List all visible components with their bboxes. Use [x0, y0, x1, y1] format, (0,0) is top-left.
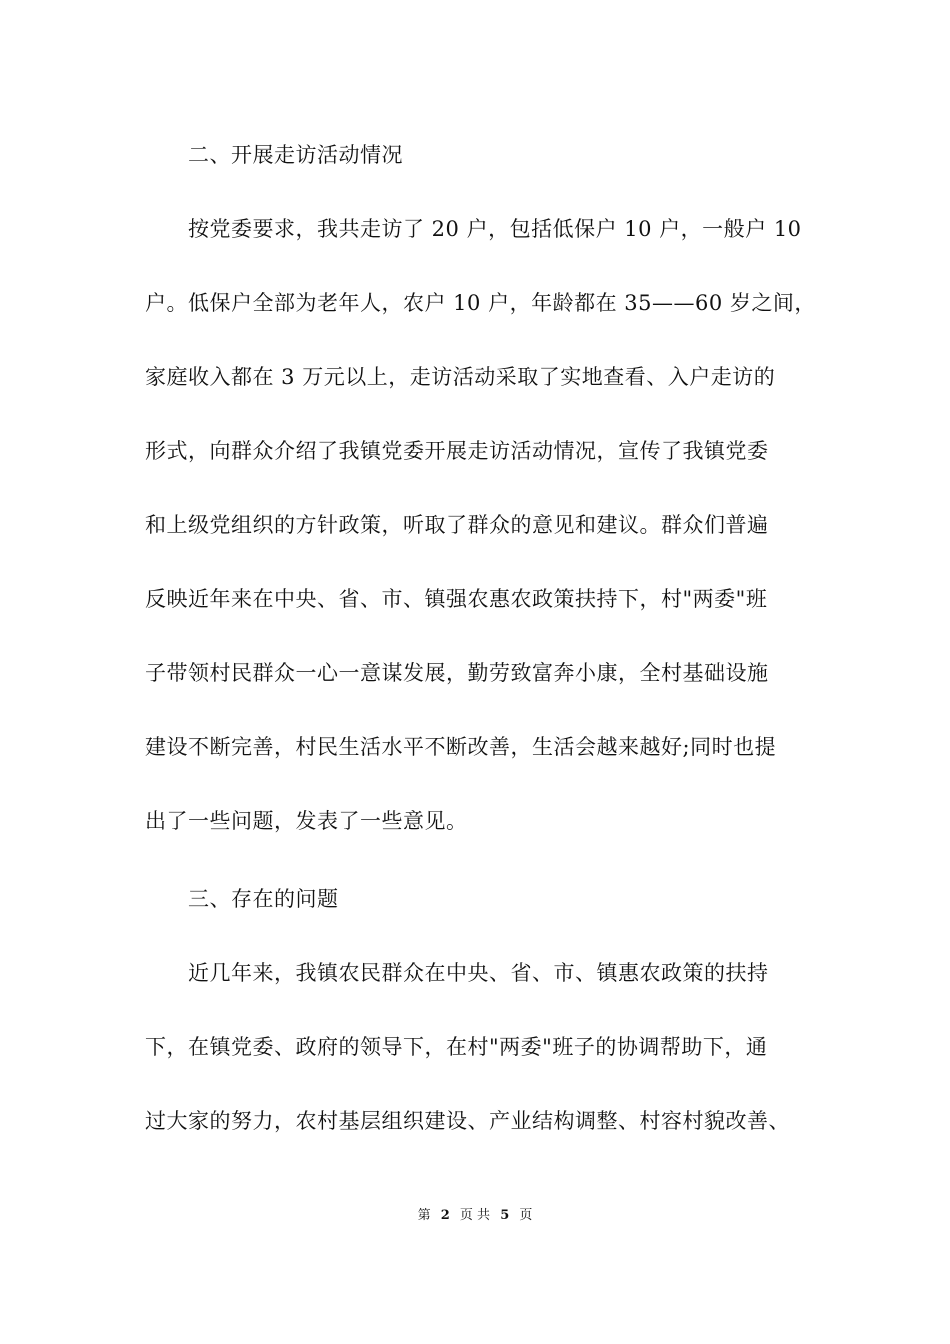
section-heading: 三、存在的问题	[188, 887, 339, 911]
footer-page-prefix: 第	[417, 1208, 431, 1223]
footer-page-middle: 页 共	[459, 1208, 491, 1223]
paragraph-line: 近几年来，我镇农民群众在中央、省、市、镇惠农政策的扶持	[188, 961, 769, 985]
page-footer	[0, 1207, 950, 1225]
paragraph-line: 户。低保户全部为老年人，农户 10 户，年龄都在 35——60 岁之间，	[145, 291, 816, 315]
paragraph-line: 过大家的努力，农村基层组织建设、产业结构调整、村容村貌改善、	[145, 1109, 790, 1133]
paragraph-line: 反映近年来在中央、省、市、镇强农惠农政策扶持下，村"两委"班	[145, 587, 768, 611]
paragraph-line: 子带领村民群众一心一意谋发展，勤劳致富奔小康，全村基础设施	[145, 661, 769, 685]
paragraph-line: 和上级党组织的方针政策，听取了群众的意见和建议。群众们普遍	[145, 513, 769, 537]
paragraph-line: 形式，向群众介绍了我镇党委开展走访活动情况，宣传了我镇党委	[145, 439, 769, 463]
paragraph-line: 家庭收入都在 3 万元以上，走访活动采取了实地查看、入户走访的	[145, 365, 776, 389]
footer-page-suffix: 页	[519, 1208, 533, 1223]
paragraph-line: 建设不断完善，村民生活水平不断改善，生活会越来越好;同时也提	[145, 735, 777, 759]
footer-page-number: 2	[440, 1208, 450, 1223]
paragraph-line: 按党委要求，我共走访了 20 户，包括低保户 10 户，一般户 10	[188, 217, 802, 241]
paragraph-line: 出了一些问题，发表了一些意见。	[145, 809, 468, 833]
section-heading: 二、开展走访活动情况	[188, 143, 403, 167]
paragraph-line: 下，在镇党委、政府的领导下，在村"两委"班子的协调帮助下，通	[145, 1035, 768, 1059]
footer-total-pages: 5	[500, 1208, 510, 1223]
